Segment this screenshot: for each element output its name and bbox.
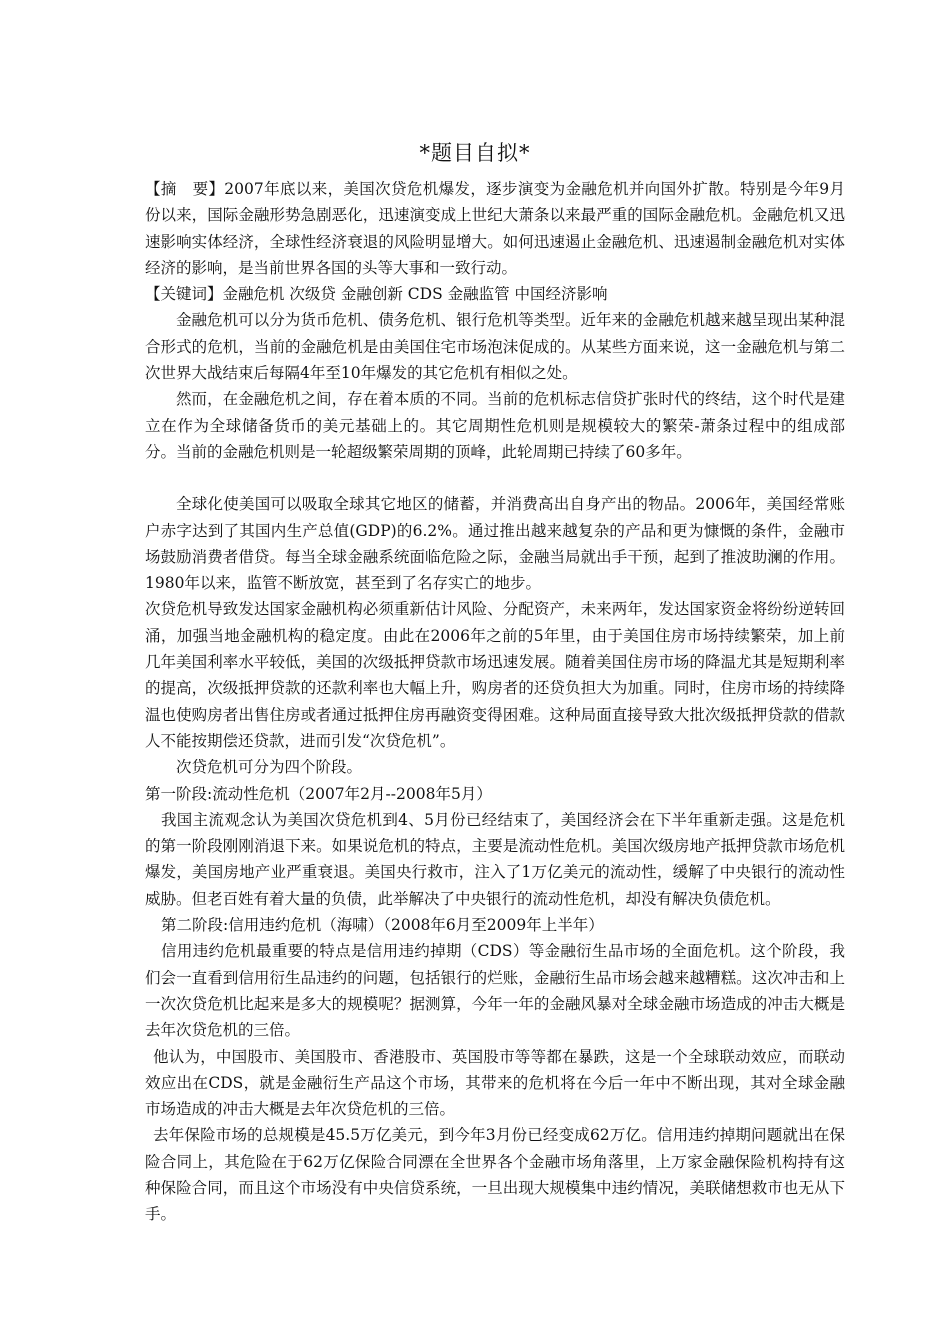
body-paragraph: 金融危机可以分为货币危机、债务危机、银行危机等类型。近年来的金融危机越来越呈现出某种混合形式的危机，当前的金融危机是由美国住宅市场泡沫促成的。从某些方面来说，这一金融危机与第二次世界大战结束后每隔4年至10年爆发的其它危机有相似之处。 (145, 311, 845, 383)
abstract-paragraph: 【摘 要】2007年底以来，美国次贷危机爆发，逐步演变为金融危机并向国外扩散。特别是今年9月份以来，国际金融形势急剧恶化，迅速演变成上世纪大萧条以来最严重的国际金融危机。金融危机又迅速影响实体经济，全球性经济衰退的风险明显增大。如何迅速遏止金融危机、迅速遏制金融危机对实体经济的影响，是当前世界各国的头等大事和一致行动。 (145, 180, 845, 277)
section-heading: 第一阶段:流动性危机（2007年2月--2008年5月） (145, 784, 492, 803)
body-paragraph: 然而，在金融危机之间，存在着本质的不同。当前的危机标志信贷扩张时代的终结，这个时代是建立在作为全球储备货币的美元基础上的。其它周期性危机则是规模较大的繁荣-萧条过程中的组成部分。当前的金融危机则是一轮超级繁荣周期的顶峰，此轮周期已持续了60多年。 (145, 390, 845, 461)
document-body (145, 176, 845, 1228)
section-heading: 第二阶段:信用违约危机（海啸）（2008年6月至2009年上半年） (161, 916, 604, 935)
body-paragraph: 他认为，中国股市、美国股市、香港股市、英国股市等等都在暴跌，这是一个全球联动效应，而联动效应出在CDS，就是金融衍生产品这个市场，其带来的危机将在今后一年中不断出现，其对全球金融市场造成的冲击大概是去年次贷危机的三倍。 (145, 1047, 845, 1119)
body-paragraph: 去年保险市场的总规模是45.5万亿美元，到今年3月份已经变成62万亿。信用违约掉期问题就出在保险合同上，其危险在于62万亿保险合同漂在全世界各个金融市场角落里，上万家金融保险机构持有这种保险合同，而且这个市场没有中央信贷系统，一旦出现大规模集中违约情况，美联储想救市也无从下手。 (145, 1126, 845, 1224)
body-paragraph: 次贷危机可分为四个阶段。 (176, 758, 363, 777)
body-paragraph: 次贷危机导致发达国家金融机构必须重新估计风险、分配资产，未来两年，发达国家资金将纷纷逆转回涌，加强当地金融机构的稳定度。由此在2006年之前的5年里，由于美国住房市场持续繁荣，加上前几年美国利率水平较低，美国的次级抵押贷款市场迅速发展。随着美国住房市场的降温尤其是短期利率的提高，次级抵押贷款的还款利率也大幅上升，购房者的还贷负担大为加重。同时，住房市场的持续降温也使购房者出售住房或者通过抵押住房再融资变得困难。这种局面直接导致大批次级抵押贷款的借款人不能按期偿还贷款，进而引发“次贷危机”。 (145, 600, 845, 750)
document-title: *题目自拟* (419, 141, 531, 165)
body-paragraph: 信用违约危机最重要的特点是信用违约掉期（CDS）等金融衍生品市场的全面危机。这个阶段，我们会一直看到信用衍生品违约的问题，包括银行的烂账，金融衍生品市场会越来越糟糕。这次冲击和上一次次贷危机比起来是多大的规模呢？据测算，今年一年的金融风暴对全球金融市场造成的冲击大概是去年次贷危机的三倍。 (145, 942, 845, 1040)
paragraph-spacer (145, 465, 845, 491)
body-paragraph: 我国主流观念认为美国次贷危机到4、5月份已经结束了，美国经济会在下半年重新走强。这是危机的第一阶段刚刚消退下来。如果说危机的特点，主要是流动性危机。美国次级房地产抵押贷款市场危机爆发，美国房地产业严重衰退。美国央行救市，注入了1万亿美元的流动性，缓解了中央银行的流动性威胁。但老百姓有着大量的负债，此举解决了中央银行的流动性危机，却没有解决负债危机。 (145, 810, 845, 908)
keywords-paragraph: 【关键词】金融危机 次级贷 金融创新 CDS 金融监管 中国经济影响 (145, 285, 608, 304)
body-paragraph: 全球化使美国可以吸取全球其它地区的储蓄，并消费高出自身产出的物品。2006年，美国经常账户赤字达到了其国内生产总值(GDP)的6.2%。通过推出越来越复杂的产品和更为慷慨的条件，金融市场鼓励消费者借贷。每当全球金融系统面临危险之际，金融当局就出手干预，起到了推波助澜的作用。1980年以来，监管不断放宽，甚至到了名存实亡的地步。 (145, 495, 845, 593)
